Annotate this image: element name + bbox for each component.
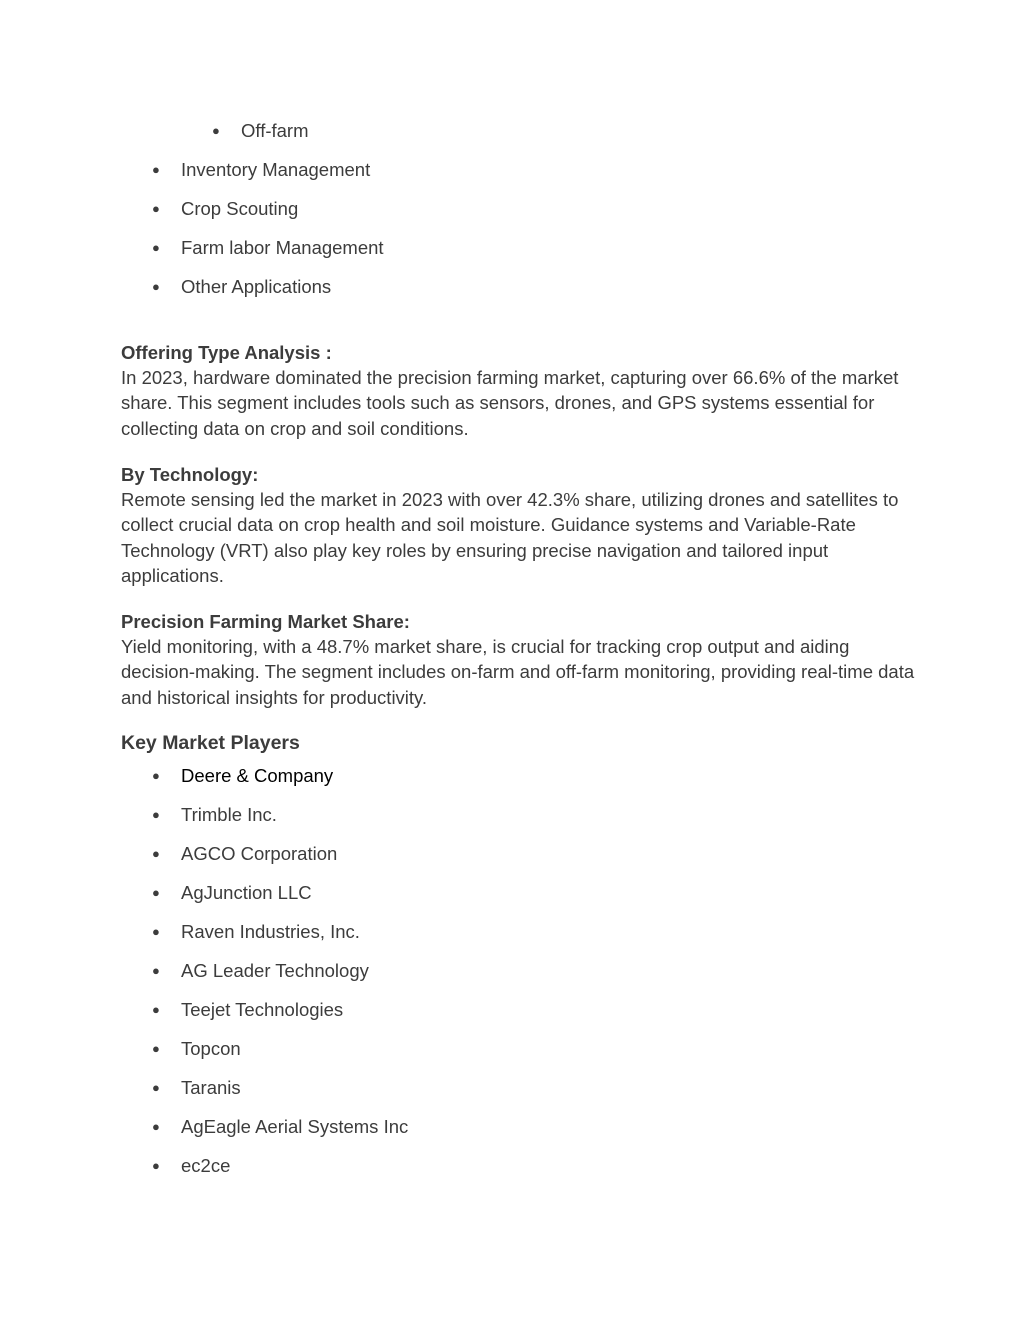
list-item-label: AgJunction LLC — [181, 882, 312, 903]
bullet-icon: ● — [152, 1080, 160, 1095]
list-item-label: Farm labor Management — [181, 237, 384, 258]
list-item-label: Teejet Technologies — [181, 999, 344, 1020]
list-item — [152, 1116, 409, 1138]
sub-bullet-list — [212, 120, 309, 159]
list-item — [152, 198, 384, 220]
list-item-label: Off-farm — [241, 120, 309, 141]
key-players-list — [152, 765, 409, 1194]
list-item — [152, 999, 408, 1021]
offering-type-section — [121, 340, 921, 441]
list-item — [212, 120, 309, 142]
bullet-icon: ● — [152, 1119, 160, 1134]
list-item — [152, 804, 408, 826]
bullet-icon: ● — [152, 846, 160, 861]
list-item — [152, 960, 408, 982]
list-item-label: Raven Industries, Inc. — [181, 921, 360, 942]
bullet-icon: ● — [152, 1002, 160, 1017]
section-paragraph: Yield monitoring, with a 48.7% market share, is crucial for tracking crop output and aiding decision-making. The segment includes on-farm and off-farm monitoring, providing real-time data and historical insights for productivity. — [121, 636, 915, 708]
bullet-icon: ● — [152, 768, 160, 783]
bullet-icon: ● — [152, 240, 160, 255]
bullet-icon: ● — [152, 162, 160, 177]
list-item-label: Deere & Company — [181, 765, 334, 786]
list-item-label: Inventory Management — [181, 159, 371, 180]
list-item — [152, 1155, 408, 1177]
market-share-section — [121, 609, 921, 710]
bullet-icon: ● — [152, 201, 160, 216]
bullet-icon: ● — [152, 924, 160, 939]
list-item-label: AG Leader Technology — [181, 960, 369, 981]
list-item — [152, 921, 408, 943]
list-item-label: AgEagle Aerial Systems Inc — [181, 1116, 409, 1137]
bullet-icon: ● — [152, 963, 160, 978]
section-heading: Offering Type Analysis : — [121, 342, 332, 363]
list-item — [152, 1038, 408, 1060]
list-item-label: Trimble Inc. — [181, 804, 277, 825]
bullet-icon: ● — [152, 1041, 160, 1056]
technology-section — [121, 462, 921, 588]
list-item — [152, 237, 384, 259]
section-heading: Precision Farming Market Share: — [121, 611, 410, 632]
list-item — [152, 159, 384, 181]
section-heading: By Technology: — [121, 464, 259, 485]
bullet-icon: ● — [152, 885, 160, 900]
list-item-label: Crop Scouting — [181, 198, 299, 219]
section-paragraph: Remote sensing led the market in 2023 with over 42.3% share, utilizing drones and satellites to collect crucial data on crop health and soil moisture. Guidance systems and Variable-Rate Technology (VRT) also play key roles by ensuring precise navigation and tailored input applications. — [121, 489, 899, 586]
bullet-icon: ● — [152, 807, 160, 822]
bullet-icon: ● — [212, 123, 220, 138]
section-paragraph: In 2023, hardware dominated the precision farming market, capturing over 66.6% of the market share. This segment includes tools such as sensors, drones, and GPS systems essential for collecting data on crop and soil conditions. — [121, 367, 899, 439]
list-item-label: Topcon — [181, 1038, 241, 1059]
list-item — [152, 882, 408, 904]
list-item — [152, 765, 408, 787]
bullet-icon: ● — [152, 279, 160, 294]
list-item-label: AGCO Corporation — [181, 843, 338, 864]
list-item — [152, 1077, 408, 1099]
key-market-players-heading: Key Market Players — [121, 732, 300, 754]
list-item-label: Other Applications — [181, 276, 332, 297]
list-item — [152, 276, 384, 298]
bullet-icon: ● — [152, 1158, 160, 1173]
list-item-label: ec2ce — [181, 1155, 231, 1176]
list-item-label: Taranis — [181, 1077, 241, 1098]
list-item — [152, 843, 408, 865]
applications-list — [152, 159, 384, 315]
